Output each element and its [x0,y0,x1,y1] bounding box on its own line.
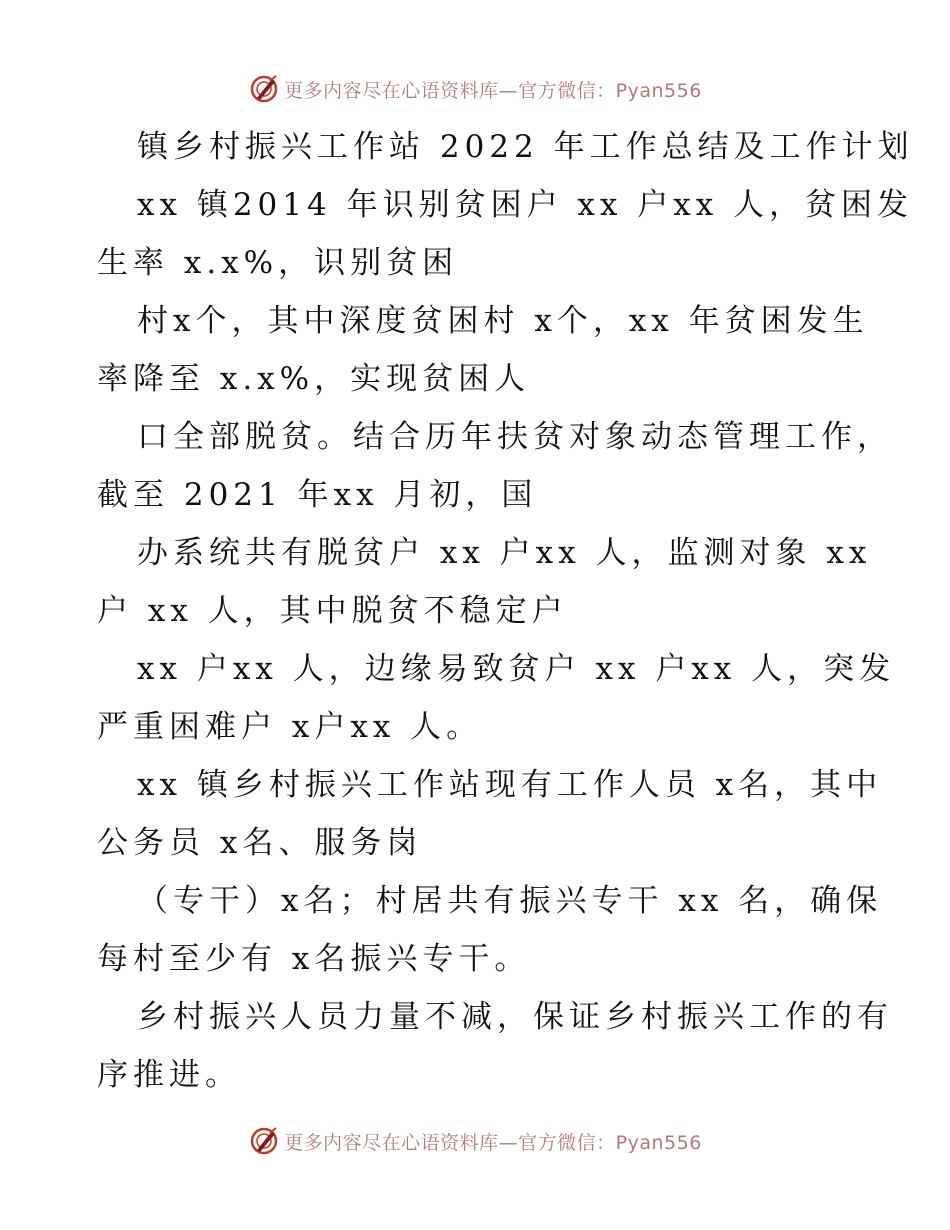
watermark-text: 更多内容尽在心语资料库—官方微信：Pyan556 [284,79,702,102]
paragraph-line: 公务员 x名、服务岗 [97,825,423,861]
paragraph-line: 口全部脱贫。结合历年扶贫对象动态管理工作， [137,419,893,455]
document-title: 镇乡村振兴工作站 2022 年工作总结及工作计划 [137,129,914,165]
watermark-text: 更多内容尽在心语资料库—官方微信：Pyan556 [284,1131,702,1154]
paragraph-line: 生率 x.x%，识别贫困 [97,245,459,281]
paragraph-line: 截至 2021 年xx 月初，国 [97,477,538,513]
paragraph-line: 办系统共有脱贫户 xx 户xx 人，监测对象 xx [137,535,872,571]
document-body [97,118,914,1104]
header-watermark [0,72,950,106]
paragraph-line: 每村至少有 x名振兴专干。 [97,941,531,977]
paragraph-line: xx 镇乡村振兴工作站现有工作人员 x名，其中 [137,767,883,803]
paragraph-line: （专干）x名；村居共有振兴专干 xx 名，确保 [137,883,883,919]
paragraph-line: xx 镇2014 年识别贫困户 xx 户xx 人，贫困发 [137,187,914,223]
paragraph-line: 户 xx 人，其中脱贫不稳定户 [97,593,568,629]
paragraph-line: 乡村振兴人员力量不减，保证乡村振兴工作的有 [137,999,893,1035]
brush-logo-icon [248,1125,280,1157]
brush-logo-icon [248,73,280,105]
paragraph-line: 序推进。 [97,1057,241,1093]
paragraph-line: 村x个，其中深度贫困村 x个，xx 年贫困发生 [137,303,869,339]
paragraph-line: 率降至 x.x%，实现贫困人 [97,361,531,397]
footer-watermark [0,1124,950,1158]
paragraph-line: 严重困难户 x户xx 人。 [97,709,483,745]
paragraph-line: xx 户xx 人，边缘易致贫户 xx 户xx 人，突发 [137,651,896,687]
